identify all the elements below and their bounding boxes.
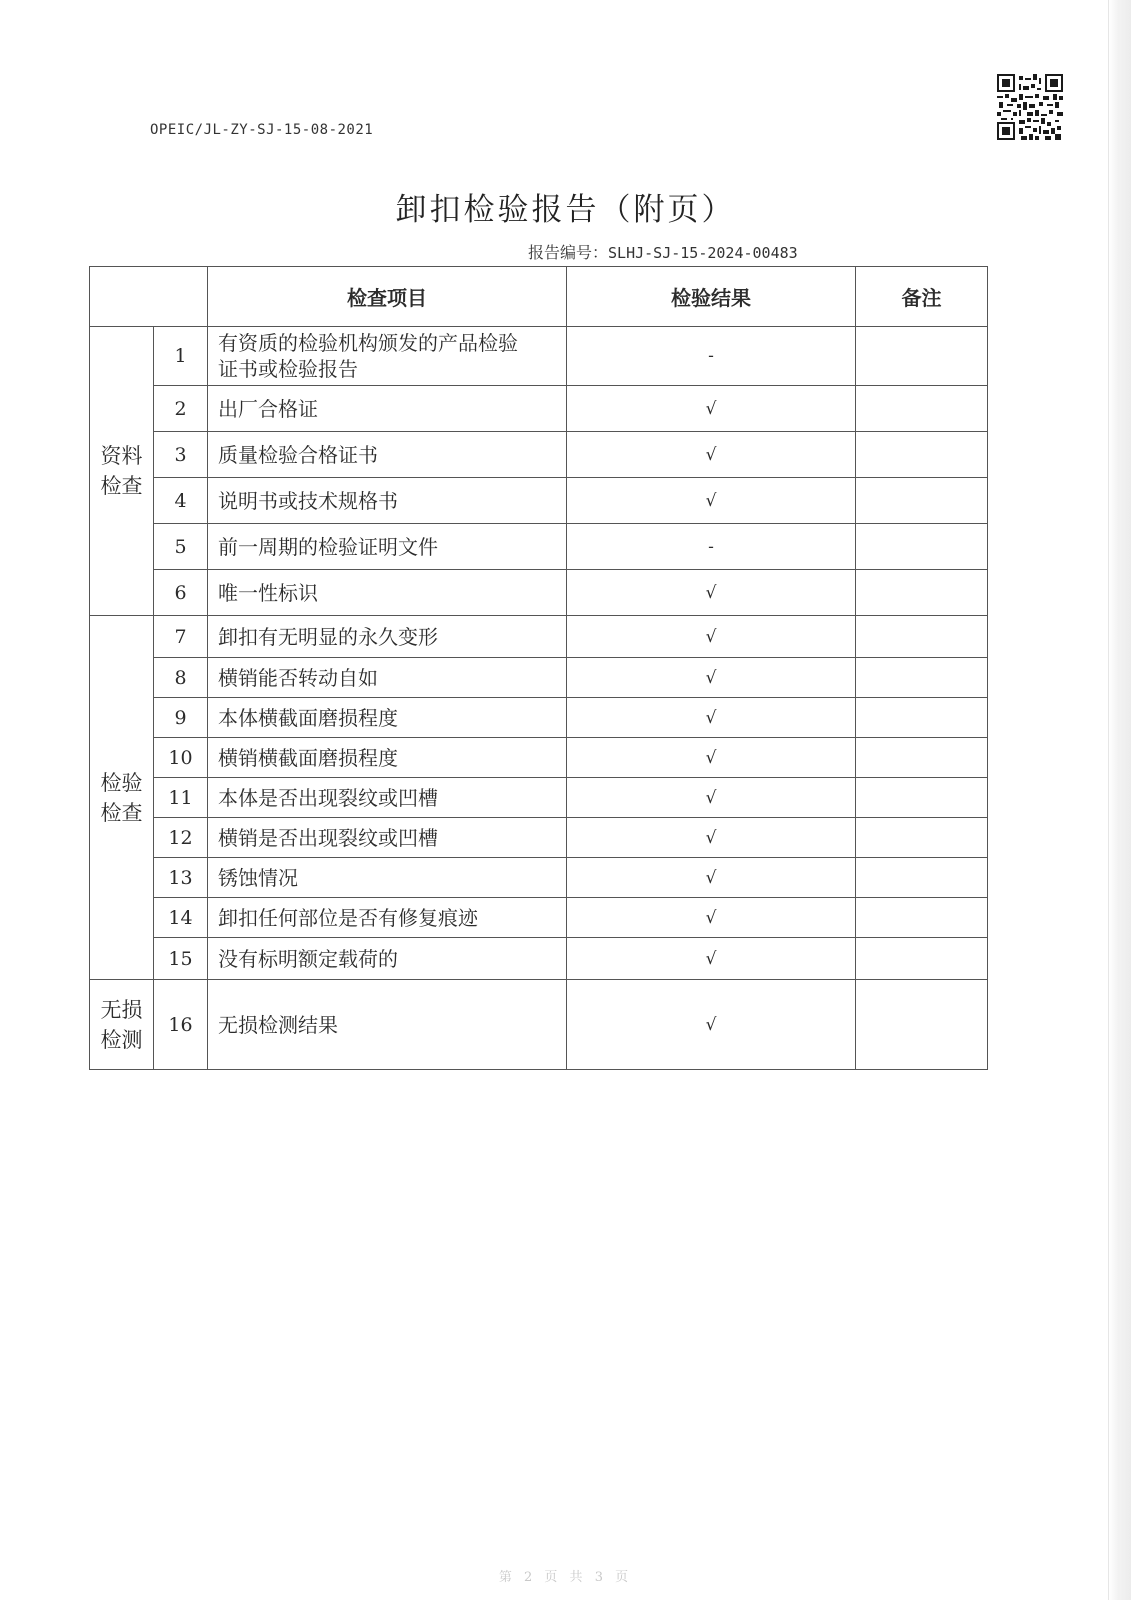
table-row xyxy=(90,818,988,858)
row-item: 唯一性标识 xyxy=(208,570,567,616)
row-note xyxy=(856,478,988,524)
row-index: 10 xyxy=(154,738,208,778)
row-item: 出厂合格证 xyxy=(208,386,567,432)
row-note xyxy=(856,524,988,570)
row-item: 无损检测结果 xyxy=(208,980,567,1070)
row-index: 2 xyxy=(154,386,208,432)
group-cell-inspection xyxy=(90,616,154,980)
row-item: 锈蚀情况 xyxy=(208,858,567,898)
row-note xyxy=(856,980,988,1070)
row-index: 11 xyxy=(154,778,208,818)
header-item: 检查项目 xyxy=(208,267,567,327)
row-result: √ xyxy=(567,570,856,616)
table-row xyxy=(90,386,988,432)
row-note xyxy=(856,778,988,818)
row-index: 8 xyxy=(154,658,208,698)
row-item: 横销是否出现裂纹或凹槽 xyxy=(208,818,567,858)
row-index: 14 xyxy=(154,898,208,938)
table-header-row xyxy=(90,267,988,327)
table-row xyxy=(90,778,988,818)
group-label-line2: 检测 xyxy=(100,1027,143,1052)
table-row xyxy=(90,938,988,980)
row-result: √ xyxy=(567,478,856,524)
row-result: √ xyxy=(567,698,856,738)
row-item-line1: 有资质的检验机构颁发的产品检验 xyxy=(218,331,518,355)
row-index: 6 xyxy=(154,570,208,616)
table-row xyxy=(90,980,988,1070)
header-note: 备注 xyxy=(856,267,988,327)
report-number-value: SLHJ-SJ-15-2024-00483 xyxy=(608,244,798,262)
row-result: √ xyxy=(567,738,856,778)
group-cell-ndt xyxy=(90,980,154,1070)
page-title: 卸扣检验报告（附页） xyxy=(395,192,736,228)
row-index: 4 xyxy=(154,478,208,524)
row-result: - xyxy=(567,327,856,386)
row-result: √ xyxy=(567,938,856,980)
row-index: 1 xyxy=(154,327,208,386)
row-index: 3 xyxy=(154,432,208,478)
row-item: 前一周期的检验证明文件 xyxy=(208,524,567,570)
row-item: 卸扣有无明显的永久变形 xyxy=(208,616,567,658)
group-cell-documents xyxy=(90,327,154,616)
table-row xyxy=(90,658,988,698)
row-index: 12 xyxy=(154,818,208,858)
row-result: √ xyxy=(567,898,856,938)
row-item: 卸扣任何部位是否有修复痕迹 xyxy=(208,898,567,938)
report-number-label: 报告编号： xyxy=(528,243,609,262)
table-row xyxy=(90,432,988,478)
row-note xyxy=(856,738,988,778)
inspection-table xyxy=(89,266,988,1070)
row-item: 没有标明额定载荷的 xyxy=(208,938,567,980)
group-label-line1: 无损 xyxy=(100,997,143,1022)
report-number xyxy=(528,240,798,263)
row-item: 本体是否出现裂纹或凹槽 xyxy=(208,778,567,818)
row-result: √ xyxy=(567,658,856,698)
table-row xyxy=(90,616,988,658)
row-note xyxy=(856,818,988,858)
row-note xyxy=(856,432,988,478)
row-index: 9 xyxy=(154,698,208,738)
table-row xyxy=(90,858,988,898)
page-number: 第 2 页 共 3 页 xyxy=(498,1570,633,1585)
row-note xyxy=(856,616,988,658)
row-index: 7 xyxy=(154,616,208,658)
row-index: 5 xyxy=(154,524,208,570)
qr-code-icon xyxy=(997,74,1063,140)
table-row xyxy=(90,524,988,570)
row-item xyxy=(208,327,567,386)
group-label-line2: 检查 xyxy=(100,474,143,498)
row-item: 横销横截面磨损程度 xyxy=(208,738,567,778)
document-code: OPEIC/JL-ZY-SJ-15-08-2021 xyxy=(150,122,374,138)
table-row xyxy=(90,698,988,738)
table-row xyxy=(90,570,988,616)
row-result: √ xyxy=(567,386,856,432)
row-result: √ xyxy=(567,432,856,478)
row-item: 横销能否转动自如 xyxy=(208,658,567,698)
row-note xyxy=(856,858,988,898)
row-index: 15 xyxy=(154,938,208,980)
row-note xyxy=(856,898,988,938)
scan-edge-shadow xyxy=(1108,0,1131,1600)
row-note xyxy=(856,938,988,980)
row-result: √ xyxy=(567,858,856,898)
header-blank-cell xyxy=(90,267,208,327)
row-note xyxy=(856,658,988,698)
row-item-line2: 证书或检验报告 xyxy=(218,357,358,381)
row-item: 说明书或技术规格书 xyxy=(208,478,567,524)
group-label-line2: 检查 xyxy=(100,800,143,825)
row-note xyxy=(856,698,988,738)
row-result: - xyxy=(567,524,856,570)
table-row xyxy=(90,898,988,938)
row-index: 13 xyxy=(154,858,208,898)
table-row xyxy=(90,327,988,386)
row-note xyxy=(856,570,988,616)
group-label-line1: 检验 xyxy=(100,770,143,795)
table-row xyxy=(90,738,988,778)
row-note xyxy=(856,327,988,386)
row-result: √ xyxy=(567,818,856,858)
row-result: √ xyxy=(567,778,856,818)
header-result: 检验结果 xyxy=(567,267,856,327)
row-result: √ xyxy=(567,616,856,658)
row-item: 质量检验合格证书 xyxy=(208,432,567,478)
group-label-line1: 资料 xyxy=(100,444,143,468)
table-row xyxy=(90,478,988,524)
row-note xyxy=(856,386,988,432)
row-result: √ xyxy=(567,980,856,1070)
row-item: 本体横截面磨损程度 xyxy=(208,698,567,738)
row-index: 16 xyxy=(154,980,208,1070)
